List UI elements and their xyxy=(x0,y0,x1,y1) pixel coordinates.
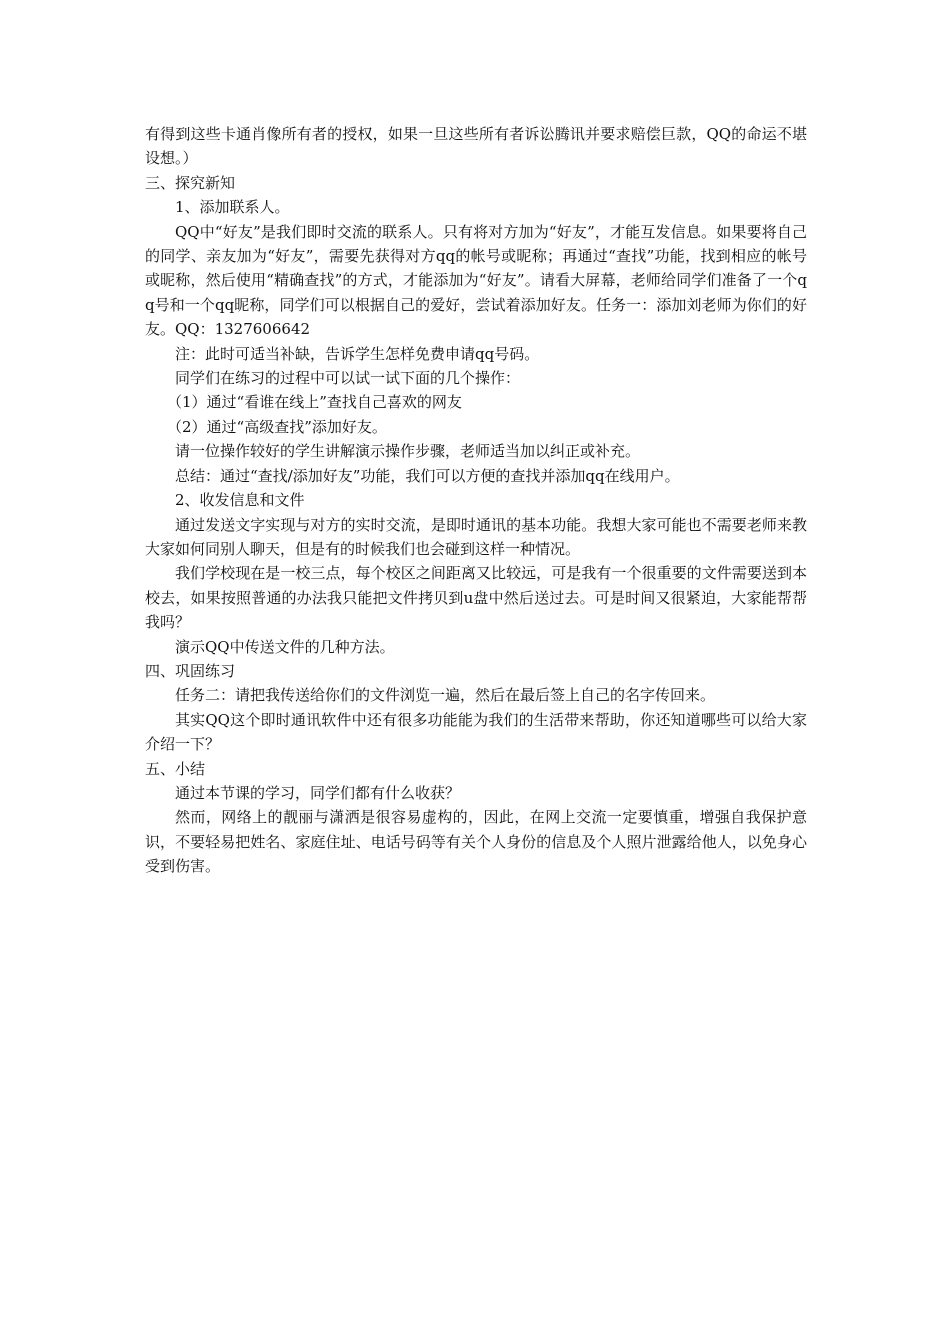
section-heading-practice: 四、巩固练习 xyxy=(145,661,236,680)
paragraph-school-campus: 我们学校现在是一校三点，每个校区之间距离又比较远，可是我有一个很重要的文件需要送到本校去，如果按照普通的办法我只能把文件拷贝到u盘中然后送过去。可是时间又很紧迫，大家能帮帮我吗？ xyxy=(145,564,807,632)
subheading-send-files: 2、收发信息和文件 xyxy=(175,491,305,510)
paragraph-gains: 通过本节课的学习，同学们都有什么收获？ xyxy=(175,783,461,802)
paragraph-practice-ops: 同学们在练习的过程中可以试一试下面的几个操作： xyxy=(175,369,521,388)
section-heading-explore: 三、探究新知 xyxy=(145,173,236,192)
paragraph-realtime-chat: 通过发送文字实现与对方的实时交流，是即时通讯的基本功能。我想大家可能也不需要老师来教大家如何同别人聊天，但是有的时候我们也会碰到这样一种情况。 xyxy=(145,515,807,558)
paragraph-task-two: 任务二：请把我传送给你们的文件浏览一遍，然后在最后签上自己的名字传回来。 xyxy=(175,686,716,705)
paragraph-more-functions: 其实QQ这个即时通讯软件中还有很多功能能为我们的生活带来帮助，你还知道哪些可以给大家介绍一下？ xyxy=(145,710,807,754)
list-item-2: （2）通过“高级查找”添加好友。 xyxy=(167,417,387,436)
paragraph-demo-transfer: 演示QQ中传送文件的几种方法。 xyxy=(175,637,395,656)
paragraph-continuation: 有得到这些卡通肖像所有者的授权，如果一旦这些所有者诉讼腾讯并要求赔偿巨款，QQ的命运不堪设想。） xyxy=(145,125,807,168)
paragraph-student-demo: 请一位操作较好的学生讲解演示操作步骤，老师适当加以纠正或补充。 xyxy=(175,442,641,461)
paragraph-summary-find: 总结：通过“查找/添加好友”功能，我们可以方便的查找并添加qq在线用户。 xyxy=(175,466,680,485)
paragraph-note: 注：此时可适当补缺，告诉学生怎样免费申请qq号码。 xyxy=(175,344,540,363)
document-page xyxy=(145,122,807,879)
list-item-1: （1）通过“看谁在线上”查找自己喜欢的网友 xyxy=(167,393,462,412)
subheading-add-contacts: 1、添加联系人。 xyxy=(175,198,290,217)
section-heading-summary: 五、小结 xyxy=(145,759,206,778)
paragraph-friends-intro: QQ中“好友”是我们即时交流的联系人。只有将对方加为“好友”，才能互发信息。如果要将自己的同学、亲友加为“好友”，需要先获得对方qq的帐号或昵称；再通过“查找”功能，找到相应的帐号或昵称，然后使用“精确查找”的方式，才能添加为“好友”。请看大屏幕，老师给同学们准备了一个qq号和一个qq昵称，同学们可以根据自己的爱好，尝试着添加好友。任务一：添加刘老师为你们的好友。QQ：1327606642 xyxy=(145,222,807,339)
paragraph-safety: 然而，网络上的靓丽与潇洒是很容易虚构的，因此，在网上交流一定要慎重，增强自我保护意识，不要轻易把姓名、家庭住址、电话号码等有关个人身份的信息及个人照片泄露给他人，以免身心受到伤害。 xyxy=(145,808,807,876)
